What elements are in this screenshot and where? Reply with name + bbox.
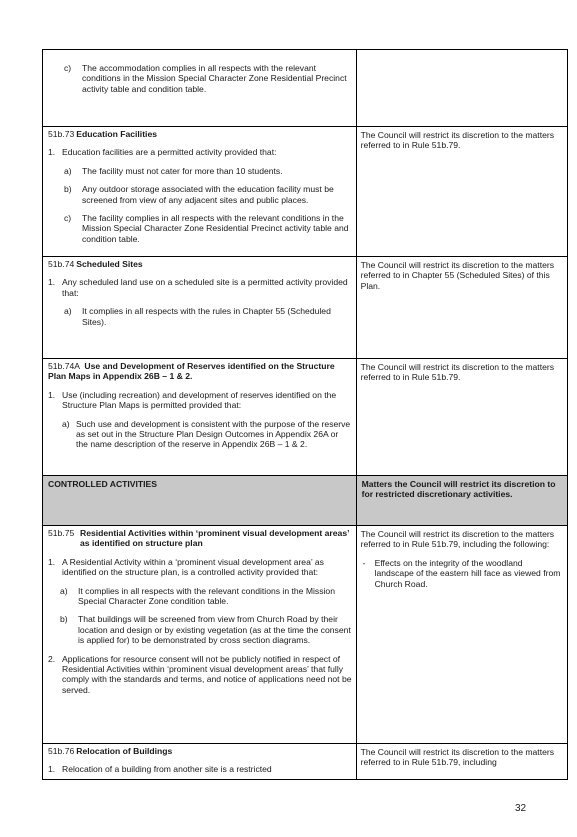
item-text: A Residential Activity within a ‘prominent visual development area’ as identified on the structure plan, is a controlled activity provided that: — [62, 556, 324, 578]
matters-text: The Council will restrict its discretion to the matters referred to in Chapter 55 (Scheduled Sites) of this Plan. — [360, 260, 555, 291]
condition-item — [48, 63, 352, 94]
matters-text: The Council will restrict its discretion to the matters referred to in Rule 51b.79. — [360, 362, 555, 383]
matters-cell — [356, 359, 567, 476]
item-marker: b) — [64, 184, 72, 195]
matters-cell — [356, 526, 567, 744]
sub-condition — [48, 419, 352, 450]
matters-text: The Council will restrict its discretion to the matters referred to in Rule 51b.79, including the following: — [360, 529, 555, 550]
item-text: It complies in all respects with the relevant conditions in the Mission Special Character Zone condition table. — [78, 585, 335, 607]
item-marker: 1. — [48, 147, 56, 158]
item-marker: a) — [64, 165, 72, 176]
condition-item — [48, 277, 352, 298]
table-row — [43, 526, 568, 744]
rule-cell — [43, 526, 357, 744]
matters-dash-item — [361, 558, 563, 589]
item-marker: c) — [64, 63, 72, 73]
section-matters-title: Matters the Council will restrict its discretion to for restricted discretionary activities. — [356, 476, 567, 526]
rule-number: 51b.75 — [48, 528, 75, 538]
item-marker: 1. — [48, 764, 56, 775]
item-text: The facility complies in all respects with the relevant conditions in the Mission Special Character Zone Residential Precinct activity table and condition table. — [82, 213, 349, 244]
rule-number: 51b.73 — [48, 129, 75, 139]
table-row — [43, 257, 568, 359]
dash-marker: - — [362, 557, 366, 568]
sub-condition — [48, 213, 352, 244]
item-marker: b) — [60, 614, 68, 625]
rule-number: 51b.74A — [48, 361, 81, 371]
sub-condition — [48, 166, 352, 176]
condition-item — [48, 654, 352, 696]
condition-item — [48, 390, 352, 411]
item-text: The facility must not cater for more than 10 students. — [82, 165, 283, 176]
section-header-row — [43, 476, 568, 526]
rule-title: Relocation of Buildings — [76, 746, 173, 756]
rule-heading — [48, 129, 352, 139]
matters-cell — [356, 257, 567, 359]
rule-heading — [48, 746, 352, 756]
condition-item — [48, 557, 352, 578]
rule-number: 51b.74 — [48, 259, 75, 269]
rule-heading — [48, 528, 352, 549]
item-marker: 1. — [48, 389, 56, 400]
rule-number: 51b.76 — [48, 746, 75, 756]
rule-title: Scheduled Sites — [76, 259, 143, 269]
rule-cell — [43, 127, 357, 257]
item-text: Such use and development is consistent with the purpose of the reserve as set out in the Structure Plan Design Outcomes in Appendix 26A or the name description of the reserve in Appendix 26B – 1 & 2. — [76, 418, 351, 450]
item-text: Use (including recreation) and development of reserves identified on the Structure Plan Maps is permitted provided that: — [62, 389, 337, 411]
rule-title: Residential Activities within ‘prominent visual development areas’ as identified on structure plan — [80, 528, 350, 549]
item-text: Any outdoor storage associated with the education facility must be screened from view of any adjacent sites and public places. — [82, 184, 334, 205]
rule-cell — [43, 257, 357, 359]
sub-condition — [48, 586, 352, 607]
rule-title: Use and Development of Reserves identified on the Structure Plan Maps in Appendix 26B – 1 & 2. — [48, 361, 335, 382]
matters-cell — [356, 744, 567, 780]
item-marker: a) — [62, 418, 70, 429]
table-row — [43, 127, 568, 257]
condition-item — [48, 764, 352, 774]
item-text: Education facilities are a permitted activity provided that: — [62, 147, 277, 158]
matters-text: The Council will restrict its discretion to the matters referred to in Rule 51b.79, including — [360, 747, 555, 768]
rule-cell — [43, 50, 357, 127]
item-text: Applications for resource consent will not be publicly notified in respect of Residential Activities within ‘prominent visual development areas’ that fully comply with the standards and terms, and notice of applications need not be served. — [62, 653, 352, 695]
item-marker: a) — [64, 306, 72, 317]
sub-condition — [48, 184, 352, 205]
section-title: CONTROLLED ACTIVITIES — [43, 476, 357, 526]
matters-cell — [356, 50, 567, 127]
sub-condition — [48, 614, 352, 645]
condition-item — [48, 147, 352, 157]
item-text: It complies in all respects with the rules in Chapter 55 (Scheduled Sites). — [82, 306, 331, 327]
rule-heading — [48, 259, 352, 269]
item-marker: 1. — [48, 556, 56, 567]
rule-title: Education Facilities — [76, 129, 158, 139]
rule-cell — [43, 359, 357, 476]
item-text: That buildings will be screened from view from Church Road by their location and design or by existing vegetation (as at the time the consent is applied for) to be demonstrated by cross section diagrams. — [78, 614, 351, 646]
table-row — [43, 744, 568, 780]
item-marker: a) — [60, 585, 68, 596]
item-text: Relocation of a building from another site is a restricted — [62, 764, 272, 775]
item-text: Any scheduled land use on a scheduled site is a permitted activity provided that: — [62, 277, 348, 298]
rules-table — [42, 49, 568, 780]
item-marker: c) — [64, 213, 72, 224]
sub-condition — [48, 306, 352, 327]
matters-text: The Council will restrict its discretion to the matters referred to in Rule 51b.79. — [360, 130, 555, 151]
item-marker: 2. — [48, 653, 56, 664]
rule-cell — [43, 744, 357, 780]
table-row — [43, 50, 568, 127]
dash-text: Effects on the integrity of the woodland landscape of the eastern hill face as viewed from Church Road. — [374, 557, 561, 589]
matters-cell — [356, 127, 567, 257]
page-number: 32 — [515, 803, 527, 814]
rule-heading — [48, 361, 352, 382]
item-marker: 1. — [48, 277, 56, 288]
item-text: The accommodation complies in all respects with the relevant conditions in the Mission Special Character Zone Residential Precinct activity table and condition table. — [82, 63, 347, 94]
table-row — [43, 359, 568, 476]
